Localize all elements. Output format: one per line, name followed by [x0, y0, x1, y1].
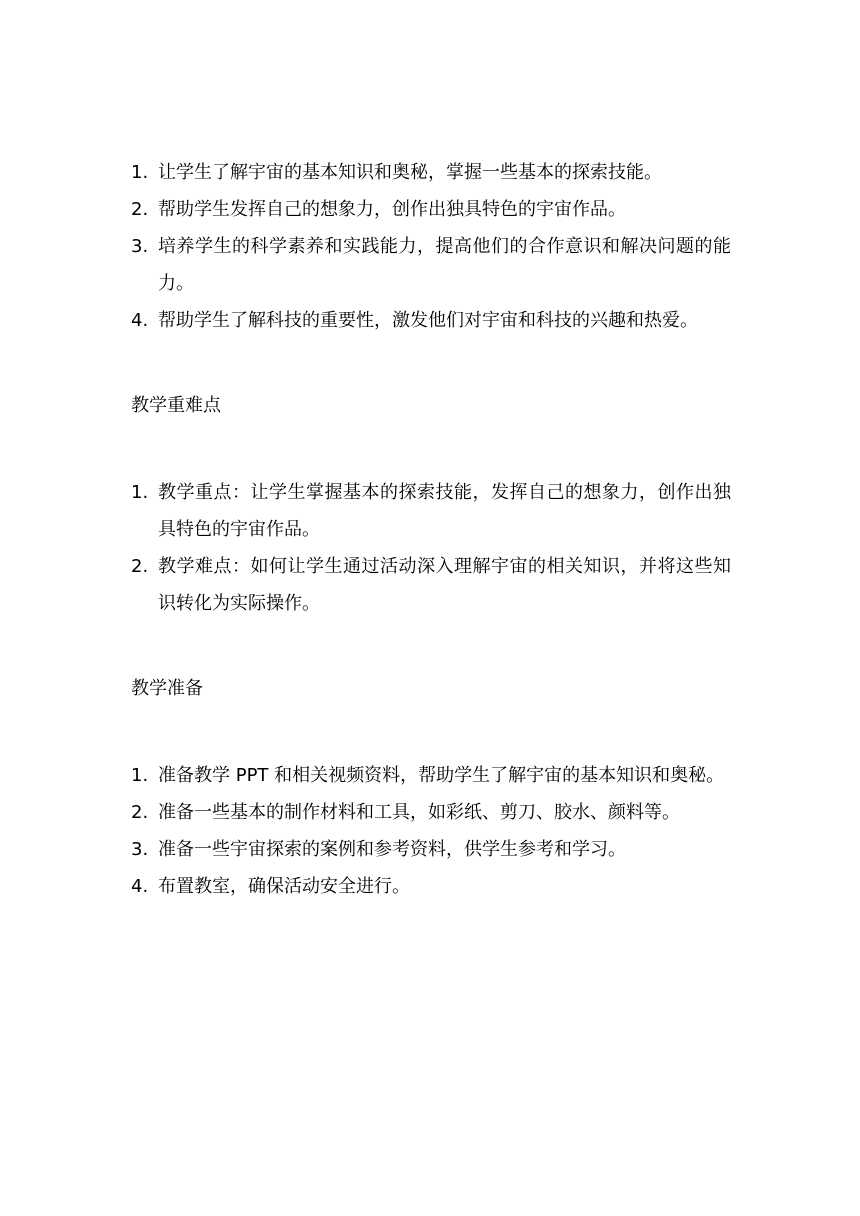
item-number: 3.	[131, 236, 149, 257]
objective-item	[131, 191, 731, 228]
item-text: 帮助学生发挥自己的想象力，创作出独具特色的宇宙作品。	[158, 199, 626, 220]
section-heading-preparation: 教学准备	[131, 678, 203, 699]
objective-item	[131, 302, 731, 339]
item-text: 让学生了解宇宙的基本知识和奥秘，掌握一些基本的探索技能。	[158, 162, 662, 183]
item-number: 2.	[131, 802, 149, 823]
item-text: 准备一些基本的制作材料和工具，如彩纸、剪刀、胶水、颜料等。	[158, 802, 680, 823]
item-text: 教学重点：让学生掌握基本的探索技能，发挥自己的想象力，创作出独具特色的宇宙作品。	[158, 482, 731, 540]
item-number: 4.	[131, 876, 149, 897]
objective-item	[131, 154, 731, 191]
section-spacer	[131, 622, 731, 670]
preparation-item	[131, 868, 731, 905]
preparation-item	[131, 757, 731, 794]
item-number: 2.	[131, 199, 149, 220]
preparation-item	[131, 794, 731, 831]
section-spacer	[131, 339, 731, 387]
item-number: 3.	[131, 839, 149, 860]
item-text: 培养学生的科学素养和实践能力，提高他们的合作意识和解决问题的能力。	[158, 236, 731, 294]
item-text: 布置教室，确保活动安全进行。	[158, 876, 410, 897]
section-spacer	[131, 424, 731, 474]
section-spacer	[131, 707, 731, 757]
item-text: 帮助学生了解科技的重要性，激发他们对宇宙和科技的兴趣和热爱。	[158, 310, 698, 331]
item-text: 准备教学 PPT 和相关视频资料，帮助学生了解宇宙的基本知识和奥秘。	[158, 765, 725, 786]
item-number: 4.	[131, 310, 149, 331]
objective-item	[131, 228, 731, 302]
preparation-item	[131, 831, 731, 868]
item-text: 准备一些宇宙探索的案例和参考资料，供学生参考和学习。	[158, 839, 626, 860]
item-text: 教学难点：如何让学生通过活动深入理解宇宙的相关知识，并将这些知识转化为实际操作。	[158, 556, 731, 614]
document-body	[131, 154, 731, 905]
key-point-item	[131, 548, 731, 622]
item-number: 1.	[131, 482, 149, 503]
item-number: 2.	[131, 556, 149, 577]
item-number: 1.	[131, 765, 149, 786]
key-point-item	[131, 474, 731, 548]
item-number: 1.	[131, 162, 149, 183]
section-heading-key-points: 教学重难点	[131, 395, 221, 416]
